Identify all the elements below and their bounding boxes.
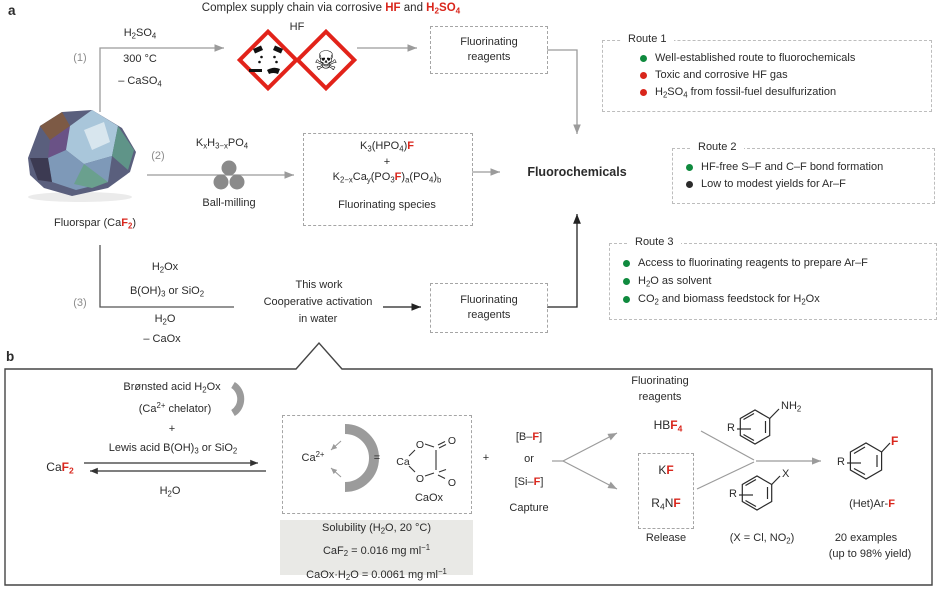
plus-sign: +	[168, 423, 176, 435]
species-formula-1: $K_3(HPO_4)F$	[360, 140, 414, 154]
chelator-label: ($Ca^{2+}$ chelator)	[138, 401, 212, 415]
bullet-dot	[623, 296, 630, 303]
fluorinating-heading-2: reagents	[638, 391, 682, 403]
r4nf-label: $R_4NF$	[651, 496, 681, 512]
r-group-label-1: R	[727, 422, 735, 434]
figure-title: Complex supply chain via corrosive HF and $H_2SO_4$	[201, 2, 461, 16]
fluorspar-label: Fluorspar (CaF$_2$)	[54, 217, 136, 231]
panel-a-label: a	[8, 3, 16, 18]
route2-bullet-1: HF-free S–F and C–F bond formation	[686, 161, 883, 173]
r-group-label-2: R	[729, 488, 737, 500]
water-label: $H_2O$	[159, 485, 181, 499]
atom-o: O	[415, 439, 425, 451]
route1-temperature: 300 °C	[123, 53, 157, 65]
fluorinating-reagents-box-1: Fluorinating reagents	[430, 26, 548, 74]
route1-reagent: $H_2SO_4$	[123, 27, 157, 41]
bullet-dot	[623, 260, 630, 267]
route3-reagent-1: $H_2Ox$	[151, 261, 179, 275]
atom-o: O	[447, 477, 457, 489]
bullet-dot	[640, 55, 647, 62]
route1-bullet-3: $H_2SO_4$ from fossil-fuel desulfurization	[640, 86, 836, 99]
fluorinating-heading-1: Fluorinating	[631, 375, 689, 387]
converge-arrows	[697, 431, 821, 489]
ball-milling-label: Ball-milling	[202, 197, 256, 209]
or-label: or	[524, 453, 534, 465]
species-formula-2: $K_{2-x}Ca_y(PO_3F)_a(PO_4)_b$	[332, 171, 442, 185]
aryl-halide-ring	[739, 476, 780, 510]
route3-bullet-1: Access to fluorinating reagents to prepare Ar–F	[623, 257, 868, 269]
atom-ca: Ca	[396, 456, 410, 468]
ghs-skull-crossbones-icon	[298, 32, 355, 89]
capture-branch-arrows	[552, 433, 617, 489]
crescent-chelator-icon	[233, 385, 241, 413]
hetarf-label: (Het)Ar-F	[849, 498, 895, 510]
aniline-ring	[737, 409, 779, 444]
solubility-caf2: CaF$_2$ = 0.016 mg $ml^{-1}$	[322, 543, 431, 559]
route-3-title: Route 3	[628, 236, 681, 248]
release-label: Release	[645, 532, 687, 544]
route3-bullet-2: $H_2O$ as solvent	[623, 275, 711, 288]
x-note-label: (X = Cl, $NO_2$)	[729, 532, 795, 546]
route2-bullet-2: Low to modest yields for Ar–F	[686, 178, 846, 190]
step-3-label: (3)	[73, 297, 87, 309]
caox-label: CaOx	[414, 492, 444, 504]
kf-label: KF	[658, 463, 674, 477]
fluorinating-reagents-box-3: Fluorinating reagents	[430, 283, 548, 333]
bronsted-acid-label: Brønsted acid $H_2Ox$	[123, 381, 221, 395]
equals-sign: =	[373, 452, 381, 464]
capture-label: Capture	[509, 502, 549, 514]
hbf4-label: $HBF_4$	[653, 418, 683, 434]
hf-label: HF	[289, 21, 305, 33]
route3-reagent-2: $B(OH)_3$ or SiO$_2$	[129, 285, 205, 299]
route1-bullet-1: Well-established route to fluorochemicals	[640, 52, 855, 64]
route-2-box	[672, 141, 935, 204]
fluorspar-photo	[28, 110, 136, 202]
step-2-label: (2)	[151, 150, 165, 162]
panel-b-label: b	[6, 349, 15, 364]
r-group-label-3: R	[837, 456, 845, 468]
solubility-caox: $CaOx\cdot H_2O = 0.0061$ mg $ml^{-1}$	[306, 566, 447, 582]
bullet-dot	[640, 72, 647, 79]
in-water-label: in water	[298, 313, 338, 325]
bullet-dot	[686, 181, 693, 188]
aryl-fluoride-ring	[847, 443, 890, 479]
bullet-dot	[686, 164, 693, 171]
ghs-corrosive-icon	[240, 32, 297, 89]
nh2-label: $NH_2$	[781, 400, 802, 414]
route-1-title: Route 1	[621, 33, 674, 45]
route3-byproduct: – CaOx	[143, 333, 181, 345]
svg-text:☠: ☠	[313, 46, 339, 77]
caf2-label: CaF$_2$	[46, 460, 74, 476]
examples-count-label: 20 examples	[834, 532, 898, 544]
route3-solvent: $H_2O$	[154, 313, 176, 327]
f-substituent-label: F	[891, 434, 899, 448]
step-1-label: (1)	[73, 52, 87, 64]
yield-label: (up to 98% yield)	[828, 548, 912, 560]
equilibrium-arrows	[84, 463, 266, 471]
route3-bullet-3: $CO_2$ and biomass feedstock for $H_2Ox$	[623, 293, 820, 306]
lewis-acid-label: Lewis acid $B(OH)_3$ or SiO$_2$	[108, 442, 238, 456]
plus-sign-2: +	[482, 452, 490, 464]
route1-bullet-2: Toxic and corrosive HF gas	[640, 69, 788, 81]
cooperative-activation-label: Cooperative activation	[263, 296, 373, 308]
boron-fluoride-label: [B–F]	[515, 431, 543, 443]
solubility-box	[280, 520, 473, 582]
bullet-dot	[623, 278, 630, 285]
route-2-title: Route 2	[691, 141, 744, 153]
route1-byproduct: – CaSO$_4$	[118, 75, 162, 89]
calcium-ion-label: $Ca^{2+}$	[301, 450, 325, 464]
species-caption: Fluorinating species	[338, 199, 436, 211]
route2-reagent: $K_xH_{3-x}PO_4$	[195, 137, 249, 151]
this-work-label: This work	[295, 279, 343, 291]
silicon-fluoride-label: [Si–F]	[514, 476, 544, 488]
species-plus: +	[383, 156, 391, 168]
fluorochemicals-label: Fluorochemicals	[527, 165, 627, 179]
solubility-title: Solubility ($H_2O$, 20 °C)	[322, 522, 431, 536]
x-group-label: X	[782, 468, 790, 480]
atom-o: O	[415, 473, 425, 485]
atom-o: O	[447, 435, 457, 447]
bullet-dot	[640, 89, 647, 96]
